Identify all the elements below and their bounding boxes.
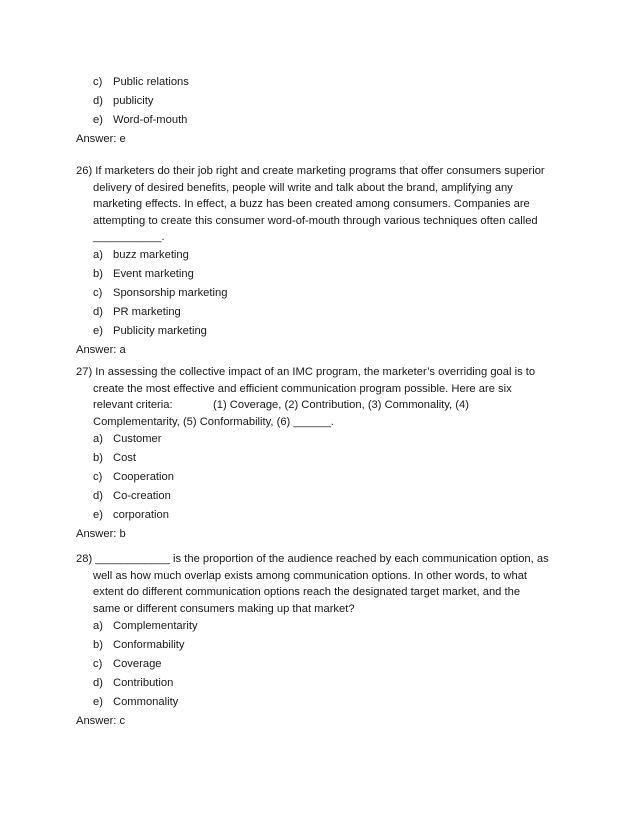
question-26: [76, 163, 576, 360]
question-line: attempting to create this consumer word-of-mouth through various techniques often called: [93, 214, 538, 227]
option-letter: a): [93, 620, 103, 632]
question-line: relevant criteria: (1) Coverage, (2) Contribution, (3) Commonality, (4): [93, 399, 469, 411]
question-line: extent do different communication options reach the designated target market, and the: [93, 586, 521, 598]
option-letter: c): [93, 658, 103, 670]
option: [76, 468, 576, 487]
option-text: Sponsorship marketing: [113, 286, 228, 299]
option-text: Cooperation: [113, 471, 174, 483]
option: [76, 284, 576, 303]
question-line: 27) In assessing the collective impact of an IMC program, the marketer’s overriding goal is to: [76, 366, 536, 378]
option-letter: d): [93, 95, 103, 107]
option-letter: a): [93, 248, 103, 261]
option-text: Co-creation: [113, 490, 171, 502]
option: [76, 674, 576, 693]
option: [76, 693, 576, 712]
option-letter: c): [93, 286, 103, 299]
option-letter: e): [93, 509, 103, 521]
question-text: [76, 551, 576, 617]
option-text: Customer: [113, 433, 162, 445]
question-line: delivery of desired benefits, people will write and talk about the brand, amplifying any: [93, 181, 513, 194]
question-line: 28) ____________ is the proportion of the audience reached by each communication option, as: [76, 553, 549, 565]
option-letter: c): [93, 471, 103, 483]
question-25-tail: [76, 73, 576, 149]
question-line: well as how much overlap exists among communication options. In other words, to what: [93, 569, 528, 582]
option-text: Event marketing: [113, 267, 194, 280]
option-text: Conformability: [113, 639, 185, 651]
question-line: Complementarity, (5) Conformability, (6) ______.: [93, 415, 334, 428]
question-line: create the most effective and efficient communication program possible. Here are six: [93, 382, 512, 395]
option-letter: d): [93, 677, 103, 689]
option-text: Cost: [113, 452, 137, 464]
option: [76, 303, 576, 322]
question-27: [76, 364, 576, 544]
answer-line: Answer: e: [76, 133, 126, 145]
option-letter: a): [93, 433, 103, 445]
option: [76, 617, 576, 636]
option-text: Coverage: [113, 658, 162, 670]
question-text: [76, 163, 576, 246]
option: [76, 636, 576, 655]
option-text: Contribution: [113, 677, 174, 689]
option-letter: d): [93, 490, 103, 502]
option-text: corporation: [113, 509, 169, 521]
answer-line: Answer: a: [76, 343, 126, 356]
option-text: Public relations: [113, 76, 189, 88]
option-text: publicity: [113, 95, 154, 107]
question-28: [76, 551, 576, 731]
option-letter: b): [93, 452, 103, 464]
option-letter: b): [93, 267, 103, 280]
option: [76, 92, 576, 111]
option-text: Complementarity: [113, 620, 198, 632]
option: [76, 322, 576, 341]
option: [76, 246, 576, 265]
question-line: ___________.: [93, 231, 165, 243]
option-text: PR marketing: [113, 305, 181, 318]
option: [76, 73, 576, 92]
option: [76, 487, 576, 506]
option-text: Commonality: [113, 696, 179, 708]
answer-line: Answer: b: [76, 528, 126, 540]
option-letter: e): [93, 324, 103, 337]
question-line: same or different consumers making up that market?: [93, 602, 355, 615]
option-text: Word-of-mouth: [113, 114, 188, 126]
answer-line: Answer: c: [76, 715, 126, 727]
question-line: marketing effects. In effect, a buzz has been created among consumers. Companies are: [93, 198, 530, 210]
option: [76, 111, 576, 130]
option-text: Publicity marketing: [113, 324, 207, 337]
question-text: [76, 364, 576, 430]
option-letter: c): [93, 76, 103, 88]
option: [76, 430, 576, 449]
option: [76, 265, 576, 284]
option: [76, 449, 576, 468]
option: [76, 506, 576, 525]
option-letter: e): [93, 114, 103, 126]
question-line: 26) If marketers do their job right and create marketing programs that offer consumers superior: [76, 165, 545, 177]
option-letter: d): [93, 305, 103, 318]
option-text: buzz marketing: [113, 248, 189, 261]
option-letter: b): [93, 639, 103, 651]
option-letter: e): [93, 696, 103, 708]
option: [76, 655, 576, 674]
